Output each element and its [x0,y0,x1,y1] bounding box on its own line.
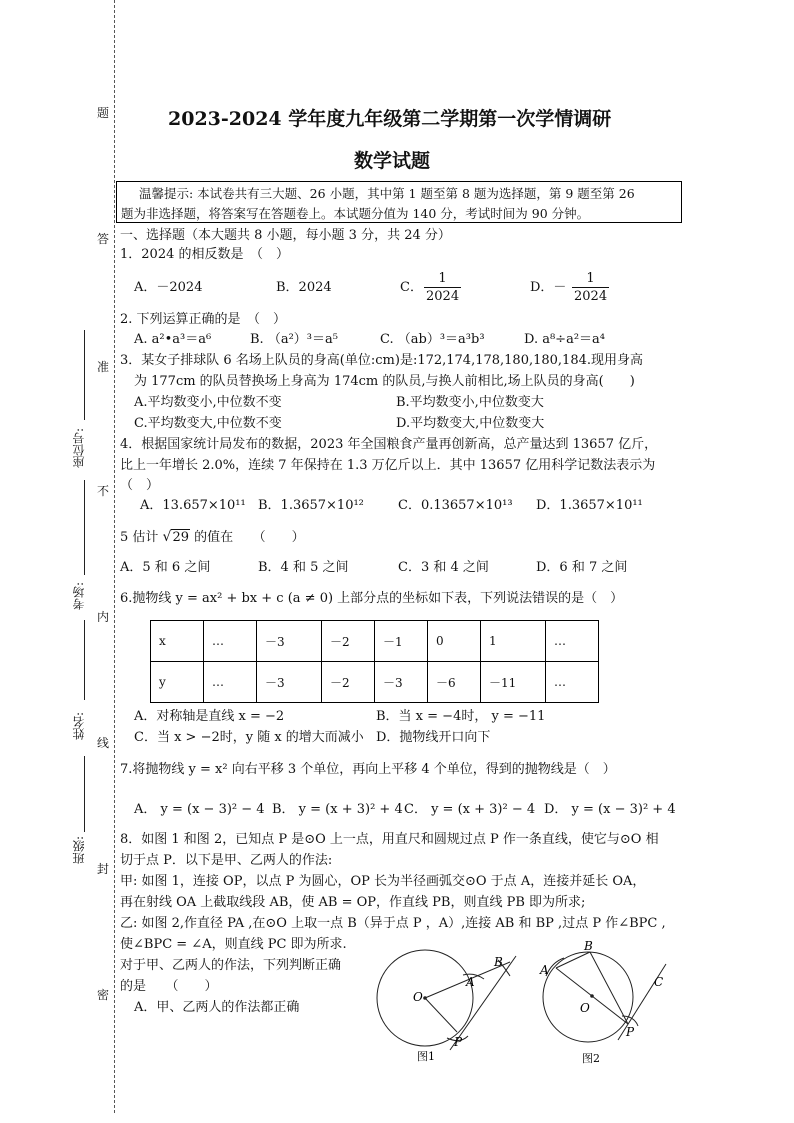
fig1-label-a: A [466,975,475,989]
fig2-label-b: B [584,940,593,953]
table-cell: y [151,662,204,703]
q1-option-a: A．－2024 [134,280,203,295]
margin-char-2: 答 [96,232,109,246]
q1-option-d-label: D．－ [530,280,567,295]
table-cell: 1 [481,621,546,662]
exam-subtitle: 数学试题 [354,150,431,172]
table-cell: －6 [428,662,481,703]
name-label: 姓名: [72,712,86,741]
fig2-label-p: P [626,1025,635,1039]
exam-title: 2023-2024 学年度九年级第二学期第一次学情调研 [168,108,612,130]
q1-option-d-fraction [572,270,609,305]
table-cell: －2 [322,662,375,703]
table-cell: －1 [375,621,428,662]
fig1-label-o: O [413,990,423,1004]
fig1-segment-op [425,998,457,1032]
q1-d-numerator: 1 [572,270,609,288]
margin-char-1: 题 [96,106,109,120]
q2-stem: 2. 下列运算正确的是 （ ） [120,312,287,327]
table-cell: … [204,621,257,662]
margin-char-6: 线 [96,736,109,750]
table-cell: … [546,662,599,703]
table-cell: … [546,621,599,662]
q5-radicand: 29 [172,530,190,545]
notice-box [116,181,682,223]
q2-option-b: B. （a²）³＝a⁵ [250,332,338,347]
q4-option-c: C．0.13657×10¹³ [398,498,513,513]
margin-char-7: 封 [96,862,109,876]
table-cell: －3 [257,621,322,662]
q3-line-2: 为 177cm 的队员替换场上身高为 174cm 的队员,与换人前相比,场上队员的身高( ) [134,374,635,389]
section-heading: 一、选择题（本大题共 8 小题，每小题 3 分，共 24 分） [120,228,451,243]
q8-line-1: 8．如图 1 和图 2，已知点 P 是⊙O 上一点，用直尺和圆规过点 P 作一条直线，使它与⊙O 相 [120,832,659,847]
q7-option-b: B． y = (x + 3)² + 4 [272,802,403,817]
q3-option-b: B.平均数变小,中位数变大 [396,395,544,410]
q2-option-a: A. a²•a³＝a⁶ [134,332,212,347]
q8-line-4: 再在射线 OA 上截取线段 AB，使 AB = OP，作直线 PB，则直线 PB 即为所求; [120,895,586,910]
q1-c-denominator: 2024 [426,289,460,304]
table-cell: －11 [481,662,546,703]
table-cell: 0 [428,621,481,662]
margin-char-4: 不 [96,484,109,498]
fig1-caption: 图1 [417,1050,435,1063]
q6-option-b: B．当 x = −4时， y = −11 [376,709,546,724]
q6-stem: 6.抛物线 y = ax² + bx + c (a ≠ 0) 上部分点的坐标如下表，下列说法错误的是（ ） [120,591,624,606]
q5-stem [120,527,305,548]
table-row [151,662,599,703]
sqrt-icon: √ [162,529,172,545]
q5-option-c: C．3 和 4 之间 [398,560,489,575]
notice-line-2: 题为非选择题，将答案写在答题卷上。本试题分值为 140 分，考试时间为 90 分钟。 [121,206,590,221]
q6-option-d: D．抛物线开口向下 [376,730,491,745]
fig2-circle [543,952,633,1042]
q1-option-c-fraction [424,270,461,305]
q3-option-c: C.平均数变大,中位数不变 [134,416,282,431]
q7-option-d: D． y = (x − 3)² + 4 [544,802,676,817]
seat-number-line [84,330,85,420]
figure-2 [538,940,678,1068]
fig2-center-dot [590,994,594,998]
q5-stem-pre: 5 估计 [120,530,159,545]
fig1-center-dot [423,996,427,1000]
notice-line-1: 温馨提示: 本试卷共有三大题、26 小题，其中第 1 题至第 8 题为选择题，第 9 题至第 26 [139,186,635,201]
q5-stem-post: 的值在 （ ） [194,530,305,545]
class-line [84,756,85,832]
q4-option-b: B．1.3657×10¹² [258,498,364,513]
table-cell: … [204,662,257,703]
q2-option-c: C. （ab）³＝a³b³ [380,332,485,347]
fig1-label-b: B [494,955,503,969]
q1-option-b: B．2024 [276,280,332,295]
q4-option-a: A．13.657×10¹¹ [140,498,246,513]
margin-char-8: 密 [96,988,109,1002]
exam-room-line [84,480,85,575]
q4-option-d: D．1.3657×10¹¹ [536,498,643,513]
q6-option-a: A．对称轴是直线 x = −2 [134,709,285,724]
q8-line-8: 的是 （ ） [120,979,218,994]
exam-room-label: 考场: [72,582,86,611]
name-line [84,620,85,700]
q7-option-a: A． y = (x − 3)² − 4 [134,802,265,817]
q8-line-2: 切于点 P．以下是甲、乙两人的作法: [120,853,333,868]
q1-d-denominator: 2024 [574,289,608,304]
binding-dashed-line [114,0,115,1113]
q7-option-c: C． y = (x + 3)² − 4 [404,802,536,817]
q8-option-a: A．甲、乙两人的作法都正确 [134,1000,300,1015]
seat-number-label: 座位号: [72,428,86,469]
margin-char-3: 准 [96,360,109,374]
q4-line-1: 4．根据国家统计局发布的数据，2023 年全国粮食产量再创新高，总产量达到 13657 亿斤， [120,437,658,452]
fig2-label-c: C [654,975,664,989]
q4-line-3: （ ） [120,478,160,493]
fig2-segment-bp [590,952,628,1024]
q8-line-3: 甲: 如图 1，连接 OP，以点 P 为圆心，OP 长为半径画弧交⊙O 于点 A，连接并延长 OA， [120,874,646,889]
q4-line-2: 比上一年增长 2.0%，连续 7 年保持在 1.3 万亿斤以上．其中 13657 亿用科学记数法表示为 [120,458,656,473]
q1-stem: 1．2024 的相反数是 （ ） [120,247,289,262]
class-label: 班级: [72,836,86,865]
q6-table [150,620,599,703]
q5-option-a: A．5 和 6 之间 [120,560,211,575]
q3-option-d: D.平均数变大,中位数变大 [396,416,545,431]
margin-char-5: 内 [96,610,109,624]
q1-c-numerator: 1 [424,270,461,288]
fig2-label-a: A [540,963,549,977]
q8-line-7: 对于甲、乙两人的作法，下列判断正确 [120,958,342,973]
table-cell: x [151,621,204,662]
table-row [151,621,599,662]
q5-option-d: D．6 和 7 之间 [536,560,628,575]
q2-option-d: D. a⁸÷a²＝a⁴ [524,332,606,347]
fig2-caption: 图2 [582,1052,600,1065]
q8-line-5: 乙: 如图 2,作直径 PA ,在⊙O 上取一点 B（异于点 P ，A）,连接 AB 和 BP ,过点 P 作∠BPC , [120,916,666,931]
q6-option-c: C．当 x > −2时，y 随 x 的增大而减小 [134,730,364,745]
fig1-label-p: P [454,1035,463,1049]
q3-line-1: 3．某女子排球队 6 名场上队员的身高(单位:cm)是:172,174,178,180,180,184.现用身高 [120,353,643,368]
q3-option-a: A.平均数变小,中位数不变 [134,395,282,410]
table-cell: －2 [322,621,375,662]
q7-stem: 7.将抛物线 y = x² 向右平移 3 个单位，再向上平移 4 个单位，得到的抛物线是（ ） [120,762,616,777]
q1-option-c-label: C． [400,280,423,295]
figure-1 [370,948,540,1068]
table-cell: －3 [257,662,322,703]
table-cell: －3 [375,662,428,703]
q5-option-b: B．4 和 5 之间 [258,560,349,575]
fig2-label-o: O [580,1001,590,1015]
q8-line-6: 使∠BPC = ∠A，则直线 PC 即为所求. [120,937,347,952]
